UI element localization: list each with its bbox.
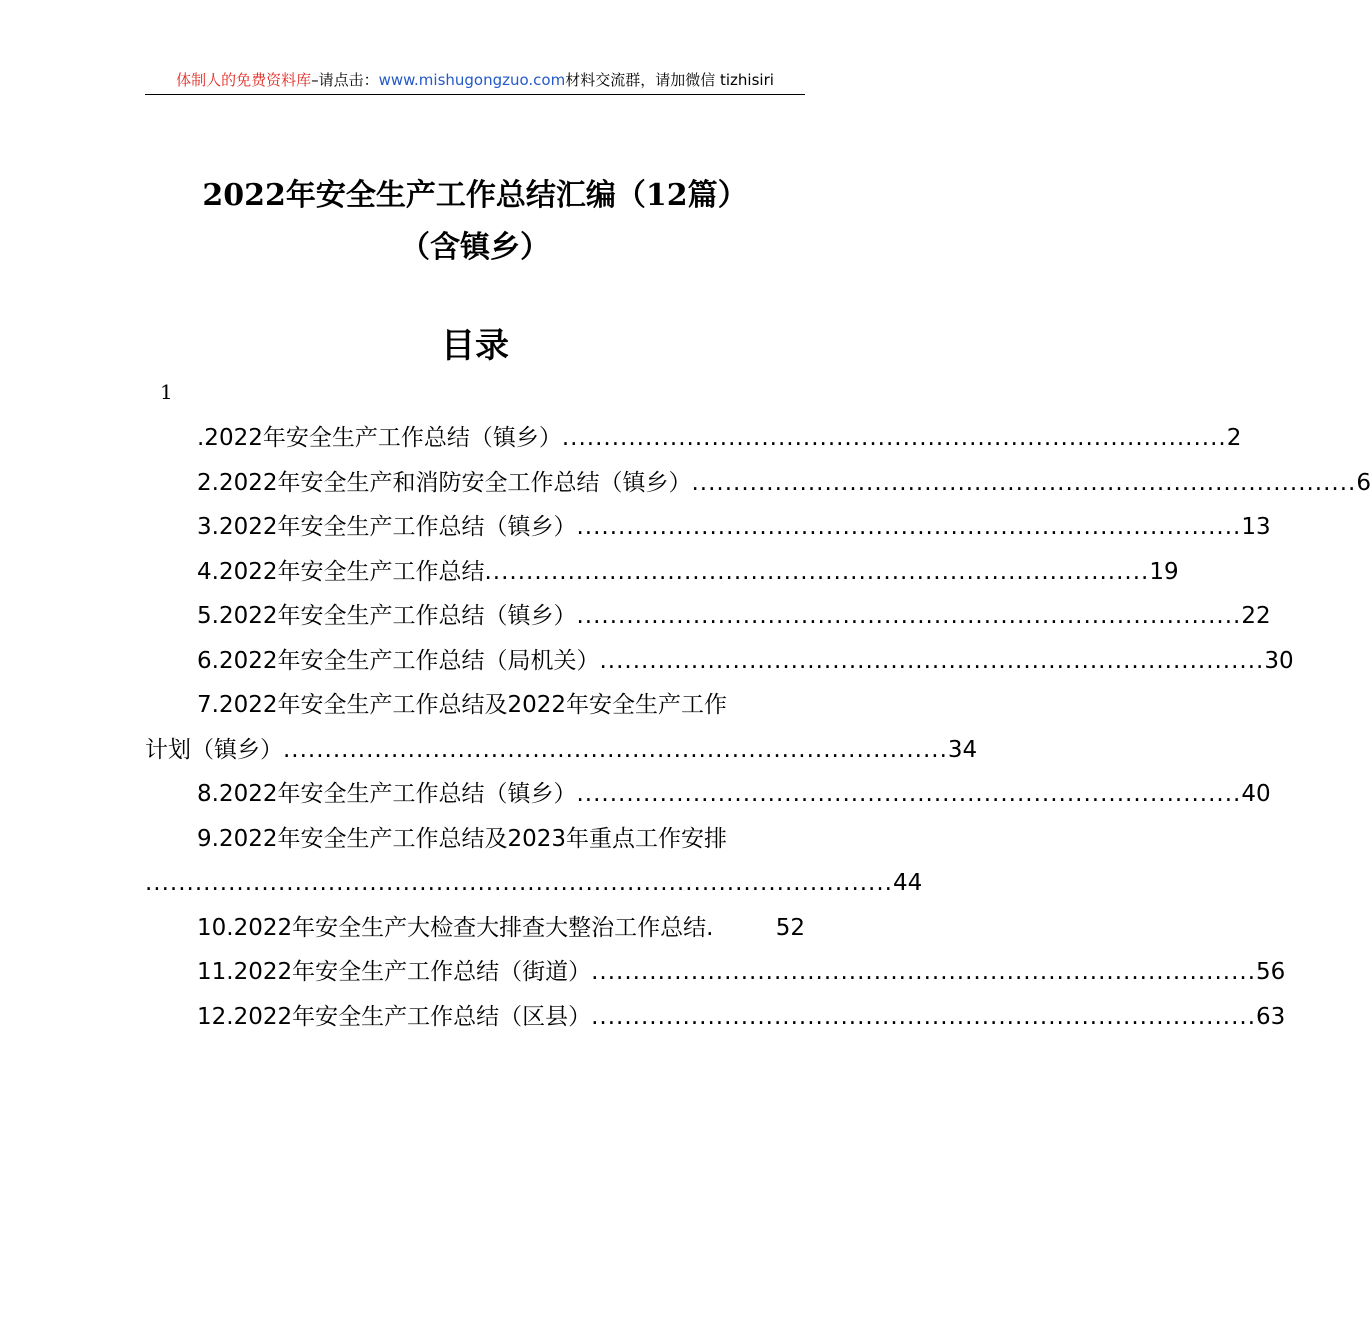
toc-leader-dots: ................................................................................ [576,781,1242,807]
header-tail: 材料交流群，请加微信 tizhisiri [565,71,774,89]
toc-entry-2[interactable] [145,461,1371,506]
header-link[interactable]: www.mishugongzuo.com [378,71,566,89]
table-of-contents [145,416,1371,1039]
toc-entry-7-line1[interactable] [145,683,805,728]
toc-entry-text: 3.2022年安全生产工作总结（镇乡） [197,514,577,540]
toc-entry-text: 6.2022年安全生产工作总结（局机关） [197,647,600,674]
doc-title-line1: 2022年安全生产工作总结汇编（12篇） [202,178,748,213]
toc-leader-dots: ................................................................................ [599,647,1265,674]
toc-entry-page: 6 [1356,469,1371,496]
toc-heading: 目录 [441,326,509,366]
toc-entry-text: 12.2022年安全生产工作总结（区县） [197,1003,592,1030]
toc-entry-page: 44 [893,870,923,896]
toc-entry-8[interactable] [145,772,1271,817]
toc-entry-9-line1[interactable] [145,817,805,862]
toc-entry-text: 2.2022年安全生产和消防安全工作总结（镇乡） [197,469,692,496]
toc-entry-page: 19 [1149,558,1179,585]
toc-entry-text: 11.2022年安全生产工作总结（街道） [197,959,592,985]
toc-entry-text: 7.2022年安全生产工作总结及2022年安全生产工作 [197,692,728,718]
toc-entry-page: 63 [1256,1003,1286,1030]
toc-leader-dots: ................................................................................ [484,558,1150,585]
toc-entry-page: 40 [1241,781,1271,807]
toc-entry-text: 10.2022年安全生产大检查大排查大整治工作总结. [197,914,714,941]
toc-entry-9-line2[interactable] [145,861,923,906]
toc-leader-dots: ................................................................................ [591,1003,1257,1030]
toc-entry-page: 52 [775,914,805,941]
toc-entry-12[interactable] [145,995,1286,1040]
toc-entry-text: 4.2022年安全生产工作总结 [197,558,485,585]
toc-entry-page: 2 [1226,425,1242,451]
stray-number: 1 [160,380,173,404]
toc-leader-dots: .......................................................................................... [145,870,893,896]
toc-entry-1[interactable] [145,416,1242,461]
toc-entry-text: .2022年安全生产工作总结（镇乡） [197,425,562,451]
toc-entry-10[interactable] [145,906,805,951]
toc-leader-dots: ................................................................................ [561,425,1227,451]
header-prompt: –请点击： [311,71,379,89]
toc-entry-11[interactable] [145,950,1286,995]
toc-entry-page: 34 [947,736,978,763]
toc-entry-text: 9.2022年安全生产工作总结及2023年重点工作安排 [197,825,728,852]
toc-leader-dots: ................................................................................ [591,959,1257,985]
toc-entry-3[interactable] [145,505,1271,550]
toc-entry-text-cont: 计划（镇乡） [145,736,283,763]
toc-entry-page: 22 [1241,603,1271,629]
toc-leader-dots: ................................................................................ [576,514,1242,540]
toc-entry-page: 30 [1264,647,1294,674]
header-source: 体制人的免费资料库 [176,71,312,89]
toc-entry-7-line2[interactable] [145,728,978,773]
toc-entry-page: 56 [1256,959,1286,985]
toc-leader-dots: ................................................................................ [691,469,1357,496]
toc-entry-6[interactable] [145,639,1294,684]
toc-entry-4[interactable] [145,550,1179,595]
toc-entry-page: 13 [1241,514,1271,540]
toc-entry-text: 5.2022年安全生产工作总结（镇乡） [197,603,577,629]
toc-entry-5[interactable] [145,594,1271,639]
doc-title-line2: （含镇乡） [400,230,550,265]
toc-leader-dots: ................................................................................ [576,603,1242,629]
toc-entry-text: 8.2022年安全生产工作总结（镇乡） [197,781,577,807]
toc-leader-dots: ................................................................................ [283,736,948,763]
page-header [145,68,805,95]
